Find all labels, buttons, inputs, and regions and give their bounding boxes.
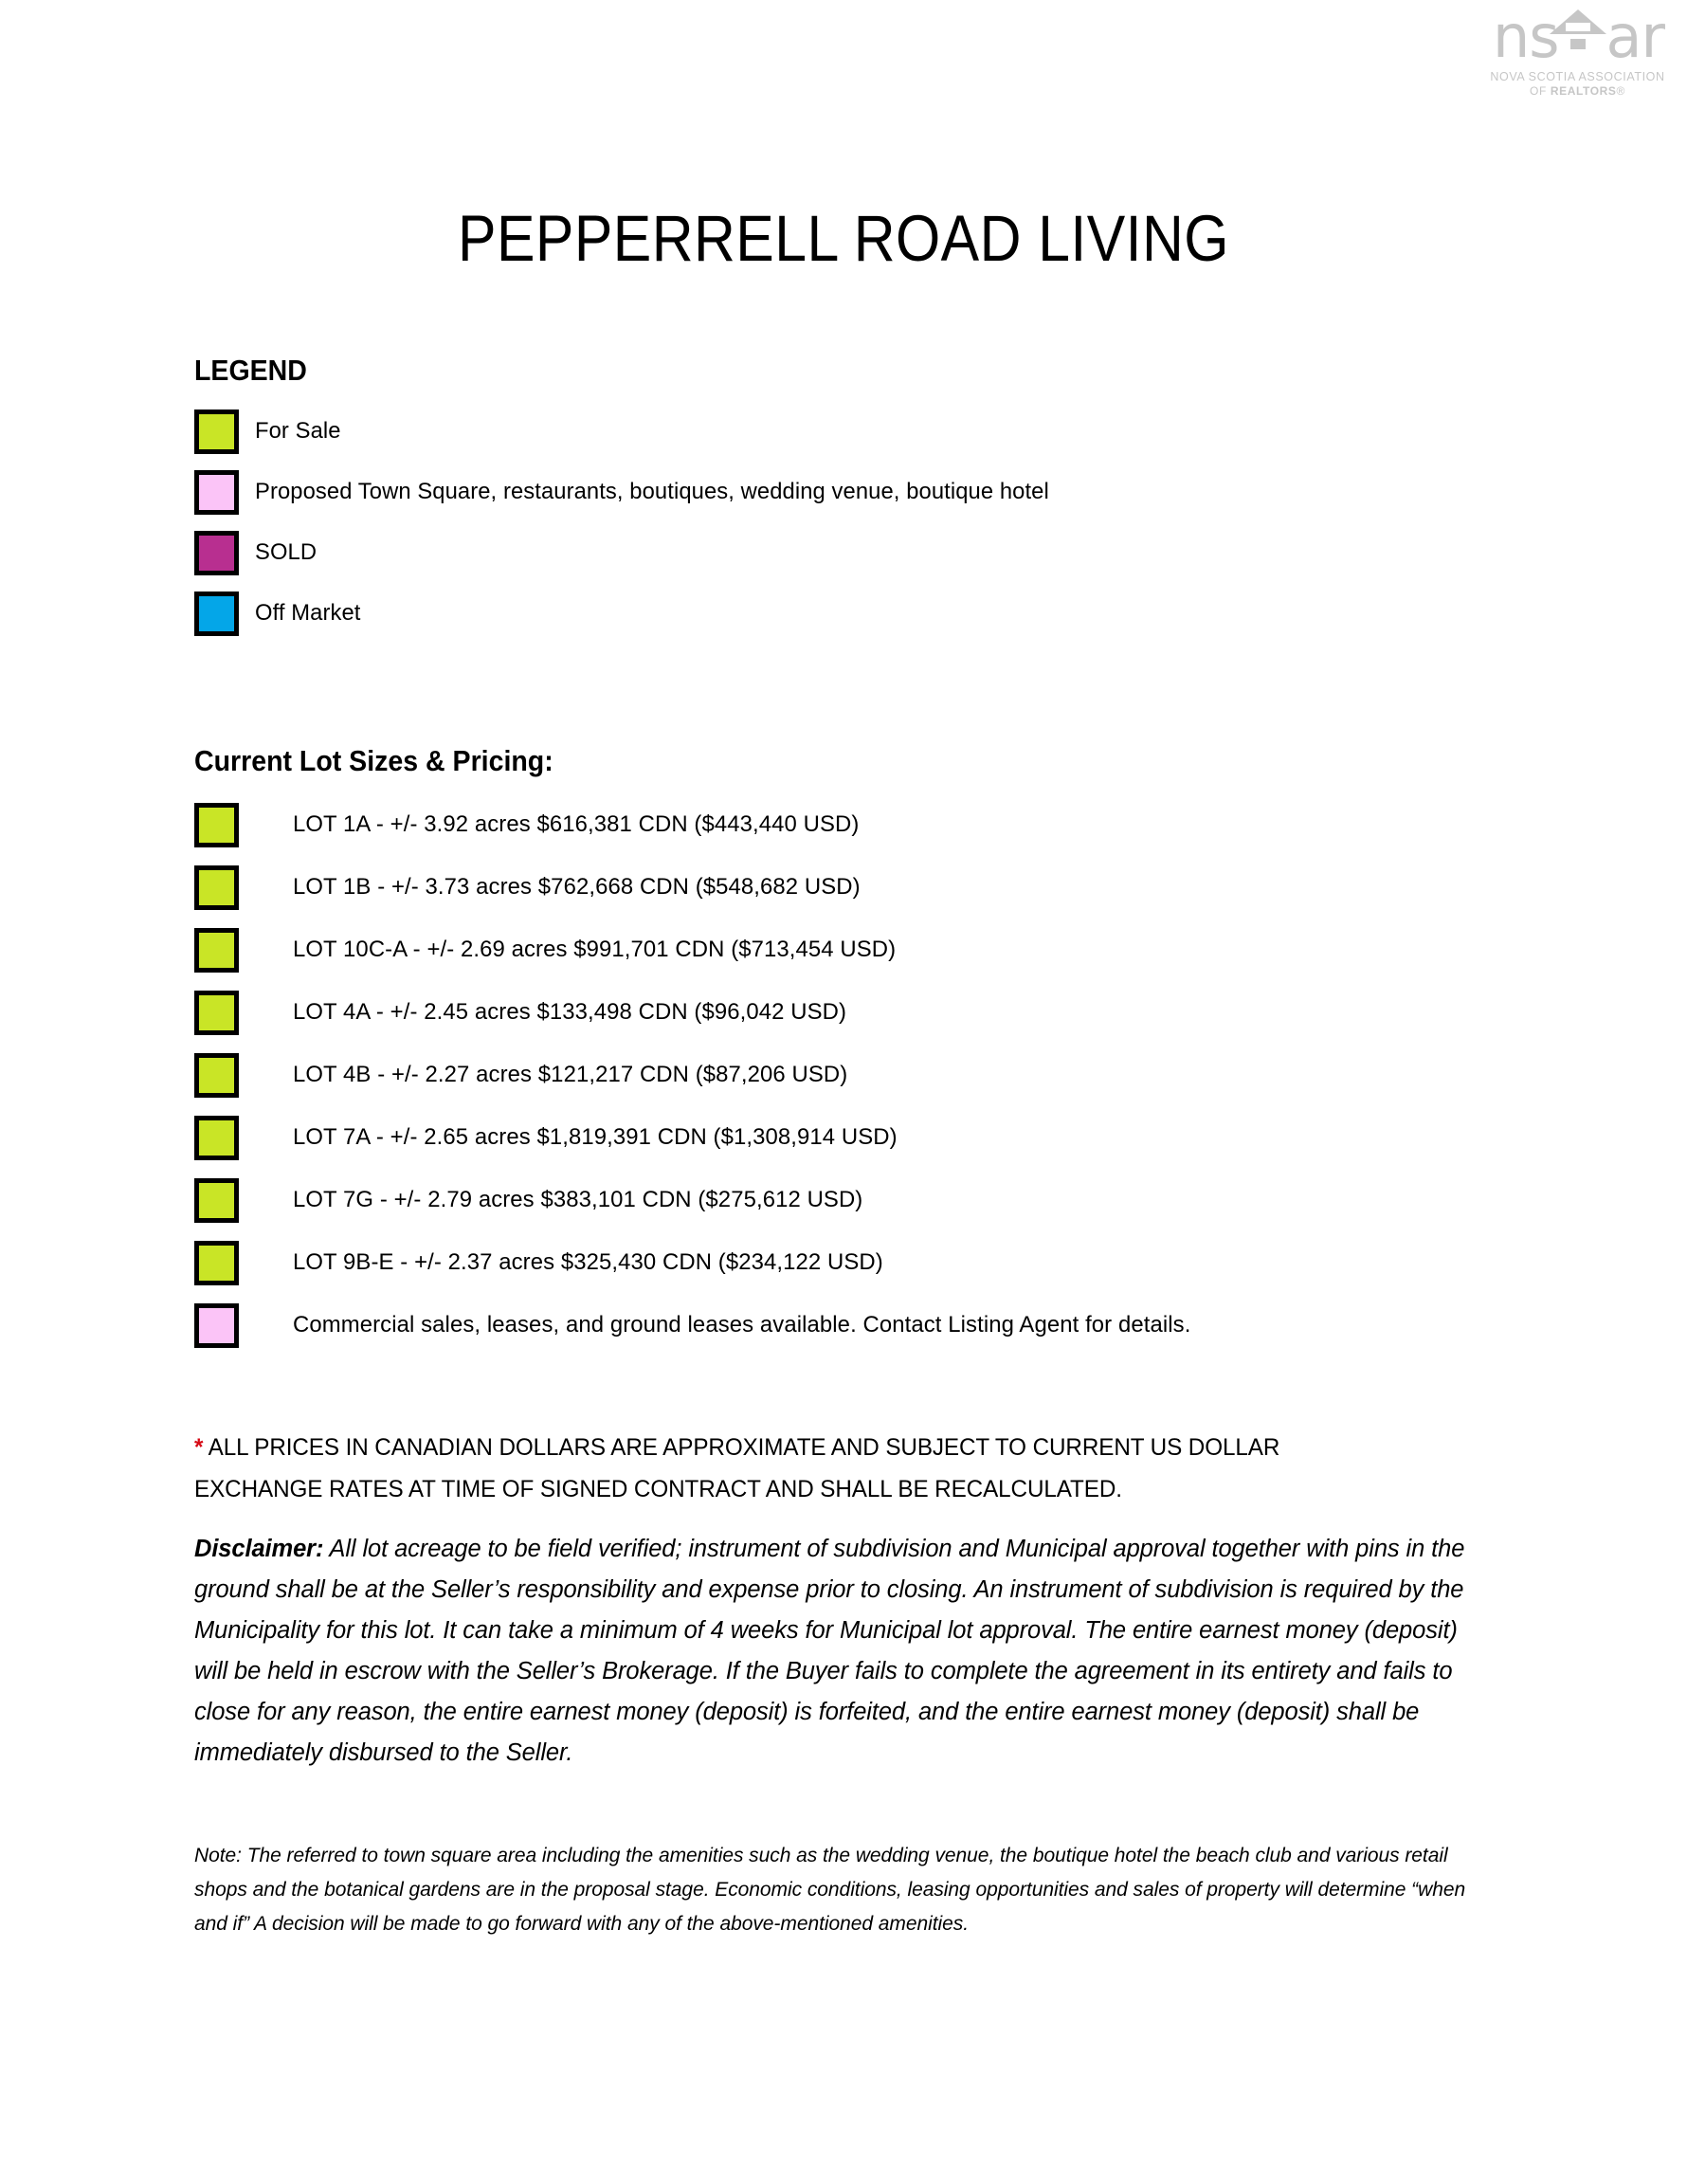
legend-item bbox=[194, 401, 1074, 462]
list-item bbox=[194, 919, 1214, 981]
color-swatch-for-sale bbox=[194, 991, 239, 1035]
list-item bbox=[194, 1169, 1214, 1231]
lot-listing-label: LOT 4B - +/- 2.27 acres $121,217 CDN ($87,206 USD) bbox=[293, 1062, 848, 1087]
color-swatch-proposed-town-square bbox=[194, 1303, 239, 1348]
color-swatch-for-sale bbox=[194, 1241, 239, 1285]
logo-subtitle-realtors: REALTORS bbox=[1550, 84, 1617, 98]
legend-section bbox=[194, 354, 1074, 644]
lot-listing-label: LOT 1A - +/- 3.92 acres $616,381 CDN ($443,440 USD) bbox=[293, 811, 860, 837]
nsar-logo bbox=[1485, 2, 1670, 102]
legend-item bbox=[194, 462, 1074, 522]
logo-text-left: ns bbox=[1493, 2, 1559, 71]
disclaimer-label: Disclaimer: bbox=[194, 1536, 324, 1562]
legend-item-label: Proposed Town Square, restaurants, boutiques, wedding venue, boutique hotel bbox=[255, 479, 1049, 504]
commercial-availability-label: Commercial sales, leases, and ground leases available. Contact Listing Agent for details. bbox=[293, 1312, 1191, 1338]
legend-heading: LEGEND bbox=[194, 354, 307, 387]
list-item bbox=[194, 1294, 1214, 1356]
logo-registered-mark: ® bbox=[1616, 84, 1625, 98]
disclaimer-paragraph bbox=[194, 1529, 1488, 1774]
list-item bbox=[194, 1106, 1214, 1169]
color-swatch-for-sale bbox=[194, 928, 239, 973]
logo-subtitle-line1: NOVA SCOTIA ASSOCIATION bbox=[1490, 70, 1665, 83]
color-swatch-for-sale bbox=[194, 1178, 239, 1223]
list-item bbox=[194, 793, 1214, 856]
color-swatch-for-sale bbox=[194, 1116, 239, 1160]
prices-currency-note bbox=[194, 1427, 1399, 1510]
pricing-heading: Current Lot Sizes & Pricing: bbox=[194, 744, 553, 777]
legend-item-label: For Sale bbox=[255, 418, 341, 444]
list-item bbox=[194, 856, 1214, 919]
disclaimer-body: All lot acreage to be field verified; instrument of subdivision and Municipal approval together with pins in the ground shall be at the Seller’s responsibility and expense prior to closing. An instrument of subdivision is required by the Municipality for this lot. It can take a minimum of 4 weeks for Municipal lot approval. The entire earnest money (deposit) will be held in escrow with the Seller’s Brokerage. If the Buyer fails to complete the agreement in its entirety and fails to close for any reason, the entire earnest money (deposit) is forfeited, and the entire earnest money (deposit) shall be immediately disbursed to the Seller. bbox=[194, 1536, 1465, 1766]
page-title: PEPPERRELL ROAD LIVING bbox=[458, 202, 1229, 275]
logo-text-right: ar bbox=[1605, 2, 1664, 71]
legend-item-label: Off Market bbox=[255, 600, 361, 626]
lot-listing-label: LOT 7G - +/- 2.79 acres $383,101 CDN ($275,612 USD) bbox=[293, 1187, 863, 1212]
color-swatch-for-sale bbox=[194, 410, 239, 454]
asterisk-marker: * bbox=[194, 1434, 204, 1461]
list-item bbox=[194, 1231, 1214, 1294]
pricing-section bbox=[194, 744, 1214, 1356]
list-item bbox=[194, 1044, 1214, 1106]
house-window-icon bbox=[1570, 39, 1586, 49]
color-swatch-proposed-town-square bbox=[194, 470, 239, 515]
color-swatch-for-sale bbox=[194, 1053, 239, 1098]
color-swatch-for-sale bbox=[194, 865, 239, 910]
lot-listing-label: LOT 4A - +/- 2.45 acres $133,498 CDN ($96,042 USD) bbox=[293, 999, 847, 1025]
legend-item-label: SOLD bbox=[255, 539, 317, 565]
color-swatch-off-market bbox=[194, 592, 239, 636]
legend-item bbox=[194, 583, 1074, 644]
logo-subtitle-line2 bbox=[1485, 84, 1670, 98]
lot-listing-label: LOT 1B - +/- 3.73 acres $762,668 CDN ($548,682 USD) bbox=[293, 874, 861, 900]
house-roof-icon bbox=[1550, 9, 1606, 34]
logo-subtitle-of: OF bbox=[1530, 84, 1551, 98]
color-swatch-sold bbox=[194, 531, 239, 575]
list-item bbox=[194, 981, 1214, 1044]
lot-listing-label: LOT 10C-A - +/- 2.69 acres $991,701 CDN ($713,454 USD) bbox=[293, 937, 897, 962]
proposal-stage-note: Note: The referred to town square area including the amenities such as the wedding venue, the boutique hotel the beach club and various retail shops and the botanical gardens are in the proposal stage. Economic conditions, leasing opportunities and sales of property will determine “when and if” A decision will be made to go forward with any of the above-mentioned amenities. bbox=[194, 1845, 1466, 1935]
prices-currency-note-text: ALL PRICES IN CANADIAN DOLLARS ARE APPROXIMATE AND SUBJECT TO CURRENT US DOLLAR EXCHANGE RATES AT TIME OF SIGNED CONTRACT AND SHALL BE RECALCULATED. bbox=[194, 1434, 1280, 1502]
color-swatch-for-sale bbox=[194, 803, 239, 847]
pricing-list bbox=[194, 793, 1214, 1356]
legend-list bbox=[194, 401, 1074, 644]
logo-wordmark bbox=[1485, 2, 1670, 71]
lot-listing-label: LOT 7A - +/- 2.65 acres $1,819,391 CDN ($1,308,914 USD) bbox=[293, 1124, 898, 1150]
legend-item bbox=[194, 522, 1074, 583]
lot-listing-label: LOT 9B-E - +/- 2.37 acres $325,430 CDN ($234,122 USD) bbox=[293, 1249, 883, 1275]
